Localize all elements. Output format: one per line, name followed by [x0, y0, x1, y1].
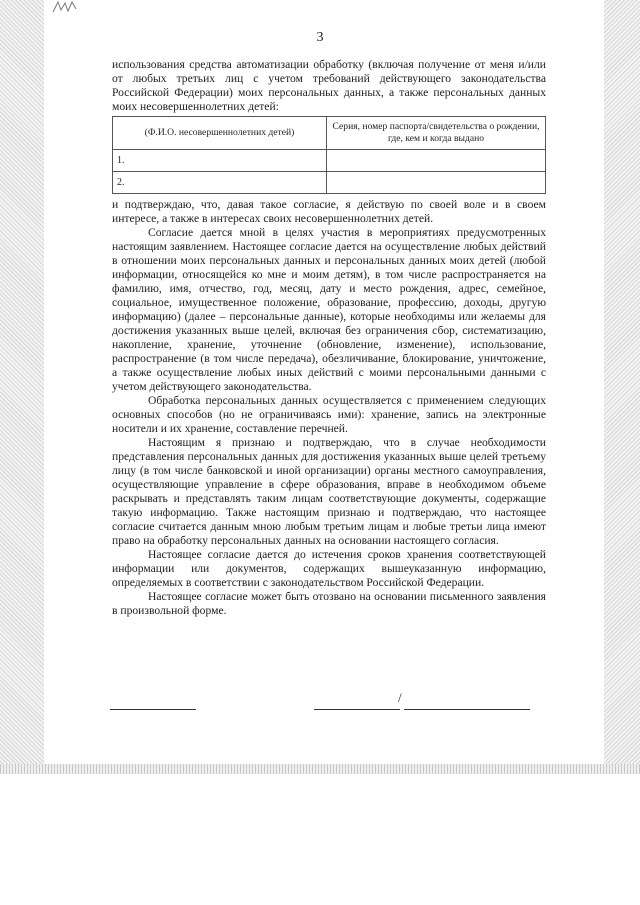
- corner-scribble-icon: [52, 0, 78, 14]
- table-header-name: (Ф.И.О. несовершеннолетних детей): [113, 117, 327, 150]
- table-cell-name: 2.: [113, 172, 327, 194]
- table-header-document: Серия, номер паспорта/свидетельства о рождении, где, кем и когда выдано: [327, 117, 546, 150]
- table-cell-name: 1.: [113, 150, 327, 172]
- paragraph-consent-revocation: Настоящее согласие может быть отозвано на основании письменного заявления в произвольной форме.: [112, 590, 546, 617]
- signature-date-line: [110, 697, 196, 710]
- children-table: [112, 116, 546, 194]
- scan-border-right: [604, 0, 640, 770]
- page-number: 3: [316, 30, 324, 45]
- intro-paragraph: использования средства автоматизации обработку (включая получение от меня и/или от любых третьих лиц с учетом требований действующего законодательства Российской Федерации) моих персональных данных, а также персональных данных моих несовершеннолетних детей:: [112, 58, 546, 113]
- paragraph-third-parties: Настоящим я признаю и подтверждаю, что в случае необходимости представления персональных данных для достижения указанных выше целей третьему лицу (в том числе банковской и иной организации) органы местного самоуправления, осуществляющие управление в сфере образования, вправе в необходимом объеме раскрывать и представлять таким лицам соответствующие документы, содержащие такую информацию. Также настоящим признаю и подтверждаю, что настоящее согласие считается данным мною любым третьим лицам и любые третьи лица имеют право на обработку персональных данных на основании настоящего согласия.: [112, 436, 546, 547]
- paragraph-consent-purpose: Согласие дается мной в целях участия в мероприятиях предусмотренных настоящим заявлением. Настоящее согласие дается на осуществление любых действий в отношении моих персональных данных и персональных данных моих детей (любой информации, относящейся ко мне и моим детям), в том числе распространяется на фамилию, имя, отчество, год, месяц, дату и место рождения, адрес, семейное, социальное, имущественное положение, образование, профессию, доходы, другую информацию) (далее – персональные данные), которые необходимы или желаемы для достижения указанных выше целей, включая без ограничения сбор, систематизацию, накопление, хранение, уточнение (обновление, изменение), использование, распространение (в том числе передача), обезличивание, блокирование, уничтожение, а также осуществление любых иных действий с моими персональными данными с учетом действующего законодательства.: [112, 226, 546, 393]
- signature-separator: /: [398, 690, 402, 705]
- scan-border-bottom: [0, 764, 640, 774]
- table-row: [113, 172, 546, 194]
- scan-border-left: [0, 0, 44, 770]
- document-body: [112, 58, 546, 618]
- signature-name-line: [404, 697, 530, 710]
- signature-line: [314, 697, 400, 710]
- table-cell-document: [327, 150, 546, 172]
- table-cell-document: [327, 172, 546, 194]
- table-row: [113, 150, 546, 172]
- table-header-row: [113, 117, 546, 150]
- paragraph-consent-confirmation: и подтверждаю, что, давая такое согласие, я действую по своей воле и в своем интересе, а также в интересах своих несовершеннолетних детей.: [112, 198, 546, 225]
- paragraph-consent-term: Настоящее согласие дается до истечения сроков хранения соответствующей информации или документов, содержащих вышеуказанную информацию, определяемых в соответствии с законодательством Российской Федерации.: [112, 548, 546, 589]
- paragraph-processing-methods: Обработка персональных данных осуществляется с применением следующих основных способов (но не ограничиваясь ими): хранение, запись на электронные носители и их хранение, составление перечней.: [112, 394, 546, 435]
